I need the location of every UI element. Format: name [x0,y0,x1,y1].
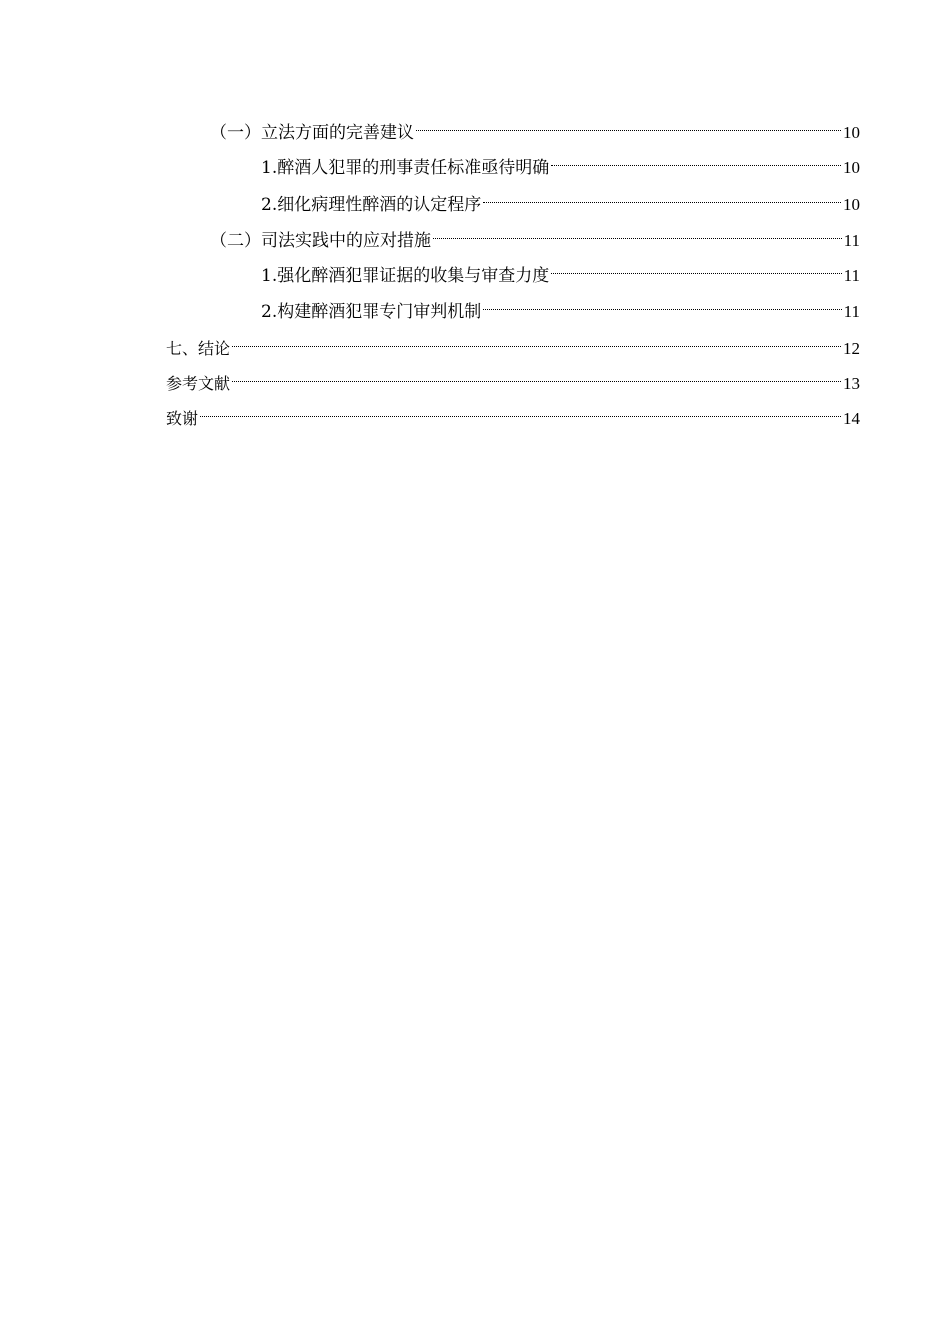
toc-entry-legislative-suggestions[interactable] [210,112,860,143]
toc-dot-leader [551,255,841,281]
toc-entry-conclusion[interactable] [166,328,860,358]
toc-entry-title: 致谢 [166,409,199,428]
toc-dot-leader [551,147,841,173]
toc-dot-leader [232,363,841,389]
toc-dot-leader [232,328,841,354]
toc-dot-leader [433,220,842,246]
toc-dot-leader [483,291,841,317]
toc-dot-leader [483,184,841,210]
toc-entry-judicial-measures[interactable] [210,220,860,251]
toc-entry-title: 七、结论 [166,339,231,358]
toc-page-number: 11 [843,266,860,285]
toc-dot-leader [200,398,841,424]
toc-page-number: 10 [843,195,860,214]
toc-entry-title: 1.醉酒人犯罪的刑事责任标准亟待明确 [261,158,550,178]
toc-entry-references[interactable] [166,363,860,393]
toc-page-number: 14 [843,409,860,428]
toc-entry-title: （一）立法方面的完善建议 [210,123,414,143]
toc-entry-title: 参考文献 [166,374,231,393]
toc-page-number: 10 [843,123,860,142]
toc-dot-leader [416,112,841,138]
toc-entry-special-trial-mechanism[interactable] [261,291,860,322]
toc-entry-title: 1.强化醉酒犯罪证据的收集与审查力度 [261,266,550,286]
toc-entry-acknowledgements[interactable] [166,398,860,428]
toc-entry-liability-standard[interactable] [261,147,860,178]
toc-page-number: 12 [843,339,860,358]
toc-page-number: 10 [843,158,860,177]
toc-entry-evidence-review[interactable] [261,255,860,286]
toc-entry-title: 2.构建醉酒犯罪专门审判机制 [261,302,482,322]
toc-entry-title: 2.细化病理性醉酒的认定程序 [261,195,482,215]
toc-page-number: 11 [843,302,860,321]
toc-page-number: 11 [843,231,860,250]
toc-entry-pathological-intoxication[interactable] [261,184,860,215]
toc-page-number: 13 [843,374,860,393]
toc-entry-title: （二）司法实践中的应对措施 [210,231,431,251]
